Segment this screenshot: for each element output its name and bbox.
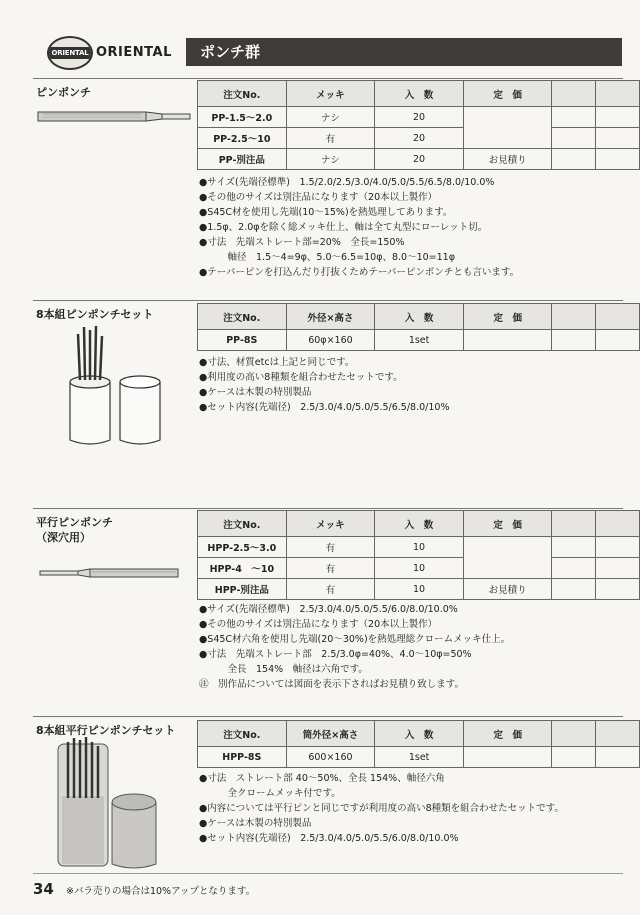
order-code: PP-2.5〜10 [198,128,287,149]
qty-cell: 20 [375,128,464,149]
blank-cell [552,330,596,351]
footer-divider [33,873,623,874]
blank-cell [596,304,640,330]
price-cell [463,330,552,351]
blank-cell [596,107,640,128]
logo-text: ORIENTAL [49,47,91,59]
blank-cell [596,579,640,600]
pin-punch-set-table [197,303,640,351]
pin-punch-set-illustration [60,322,170,452]
price-cell: お見積り [463,579,552,600]
price-cell [463,107,552,128]
table-row [198,149,640,170]
note-line: 全クロームメッキ付です。 [199,788,341,799]
table-header-row [198,81,640,107]
table-row [198,579,640,600]
note-line: ●寸法 ストレート部 40〜50%、全長 154%、軸径六角 [199,773,445,784]
col-price: 定 価 [463,721,552,747]
pin-punch-notes [199,175,519,280]
table-row [198,558,640,579]
blank-cell [552,107,596,128]
section-divider [33,716,623,717]
note-line: ●その他のサイズは別注品になります（20本以上製作） [199,619,438,630]
parallel-pin-punch-illustration [38,566,183,582]
blank-cell [552,149,596,170]
blank-cell [552,304,596,330]
table-row [198,128,640,149]
note-line: ●寸法、材質etcは上記と同じです。 [199,357,355,368]
note-line: ●セット内容(先端径) 2.5/3.0/4.0/5.0/5.5/6.0/8.0/10.0% [199,833,459,844]
section-divider [33,300,623,301]
qty-cell: 20 [375,149,464,170]
pin-punch-set-notes [199,355,449,415]
col-order-no: 注文No. [198,304,287,330]
table-row [198,537,640,558]
section-title-pin-punch-set: 8本組ピンポンチセット [36,308,154,321]
order-code: PP-1.5〜2.0 [198,107,287,128]
blank-cell [552,511,596,537]
price-cell [463,747,552,768]
blank-cell [552,579,596,600]
col-quantity: 入 数 [375,511,464,537]
table-header-row [198,721,640,747]
price-cell [463,537,552,558]
col-quantity: 入 数 [375,304,464,330]
col-order-no: 注文No. [198,511,287,537]
blank-cell [552,81,596,107]
parallel-pin-punch-set-illustration [50,736,170,876]
note-line: ●ケースは木製の特別製品 [199,818,312,829]
table-row [198,107,640,128]
blank-cell [596,81,640,107]
col-plating: メッキ [286,511,375,537]
note-line: ●サイズ(先端径標準) 2.5/3.0/4.0/5.0/5.5/6.0/8.0/10.0% [199,604,458,615]
plating-cell: 有 [286,128,375,149]
blank-cell [596,330,640,351]
note-line: ●テーパーピンを打込んだり打抜くためテーパーピンポンチとも言います。 [199,267,520,278]
col-plating: メッキ [286,81,375,107]
note-line: ●S45C材を使用し先端(10〜15%)を熱処理してあります。 [199,207,453,218]
footer-note: ※バラ売りの場合は10%アップとなります。 [66,886,256,897]
section-divider [33,508,623,509]
blank-cell [552,128,596,149]
note-line: ●セット内容(先端径) 2.5/3.0/4.0/5.0/5.5/6.5/8.0/10% [199,402,450,413]
qty-cell: 10 [375,558,464,579]
order-code: PP-8S [198,330,287,351]
note-line: ●サイズ(先端径標準) 1.5/2.0/2.5/3.0/4.0/5.0/5.5/6.5/8.0/10.0% [199,177,495,188]
blank-cell [596,537,640,558]
page-number: 34 [33,880,54,898]
order-code: HPP-2.5〜3.0 [198,537,287,558]
note-line: ●S45C材六角を使用し先端(20〜30%)を熱処理総クロームメッキ仕上。 [199,634,511,645]
note-line: 全長 154% 軸径は六角です。 [199,664,368,675]
dim-cell: 600×160 [286,747,375,768]
qty-cell: 10 [375,579,464,600]
note-line: ●利用度の高い8種類を組合わせたセットです。 [199,372,403,383]
blank-cell [596,511,640,537]
pin-punch-table [197,80,640,170]
parallel-pin-punch-notes [199,602,510,692]
blank-cell [552,558,596,579]
table-row [198,747,640,768]
parallel-pin-punch-table [197,510,640,600]
dim-cell: 60φ×160 [286,330,375,351]
note-line: ●内容については平行ピンと同じですが利用度の高い8種類を組合わせたセットです。 [199,803,564,814]
col-case-outer-height: 筒外径×高さ [286,721,375,747]
col-order-no: 注文No. [198,721,287,747]
note-line: ●寸法 先端ストレート部 2.5/3.0φ=40%、4.0〜10φ=50% [199,649,472,660]
blank-cell [552,721,596,747]
price-cell [463,558,552,579]
order-code: HPP-別注品 [198,579,287,600]
plating-cell: ナシ [286,149,375,170]
blank-cell [552,747,596,768]
plating-cell: ナシ [286,107,375,128]
col-price: 定 価 [463,511,552,537]
blank-cell [596,149,640,170]
blank-cell [596,721,640,747]
table-header-row [198,511,640,537]
qty-cell: 20 [375,107,464,128]
parallel-pin-punch-set-table [197,720,640,768]
note-line: ●ケースは木製の特別製品 [199,387,312,398]
section-title-parallel-set: 8本組平行ピンポンチセット [36,724,176,737]
plating-cell: 有 [286,579,375,600]
section-divider [33,78,623,79]
price-cell: お見積り [463,149,552,170]
parallel-set-notes [199,771,564,846]
note-line: ●その他のサイズは別注品になります（20本以上製作） [199,192,438,203]
brand-name: ORIENTAL [96,45,172,60]
note-line: ●寸法 先端ストレート部=20% 全長=150% [199,237,405,248]
section-title-parallel-pin-punch: 平行ピンポンチ [36,516,113,529]
order-code: HPP-4 〜10 [198,558,287,579]
col-outer-height: 外径×高さ [286,304,375,330]
note-line: 軸径 1.5〜4=9φ、5.0〜6.5=10φ、8.0〜10=11φ [199,252,455,263]
blank-cell [552,537,596,558]
col-price: 定 価 [463,81,552,107]
page-title: ポンチ群 [186,38,622,66]
col-price: 定 価 [463,304,552,330]
section-title-pin-punch: ピンポンチ [36,86,91,99]
table-header-row [198,304,640,330]
order-code: HPP-8S [198,747,287,768]
section-subtitle-deep-hole: （深穴用） [36,531,91,544]
qty-cell: 10 [375,537,464,558]
oriental-logo [47,36,93,70]
plating-cell: 有 [286,558,375,579]
price-cell [463,128,552,149]
note-line: ●1.5φ、2.0φを除く総メッキ仕上、軸は全て丸型にローレット切。 [199,222,488,233]
blank-cell [596,747,640,768]
pin-punch-illustration [36,106,196,126]
qty-cell: 1set [375,330,464,351]
col-order-no: 注文No. [198,81,287,107]
table-row [198,330,640,351]
note-line: ㊟ 別作品については図面を表示下さればお見積り致します。 [199,679,465,690]
col-quantity: 入 数 [375,81,464,107]
col-quantity: 入 数 [375,721,464,747]
plating-cell: 有 [286,537,375,558]
qty-cell: 1set [375,747,464,768]
blank-cell [596,558,640,579]
order-code: PP-別注品 [198,149,287,170]
blank-cell [596,128,640,149]
